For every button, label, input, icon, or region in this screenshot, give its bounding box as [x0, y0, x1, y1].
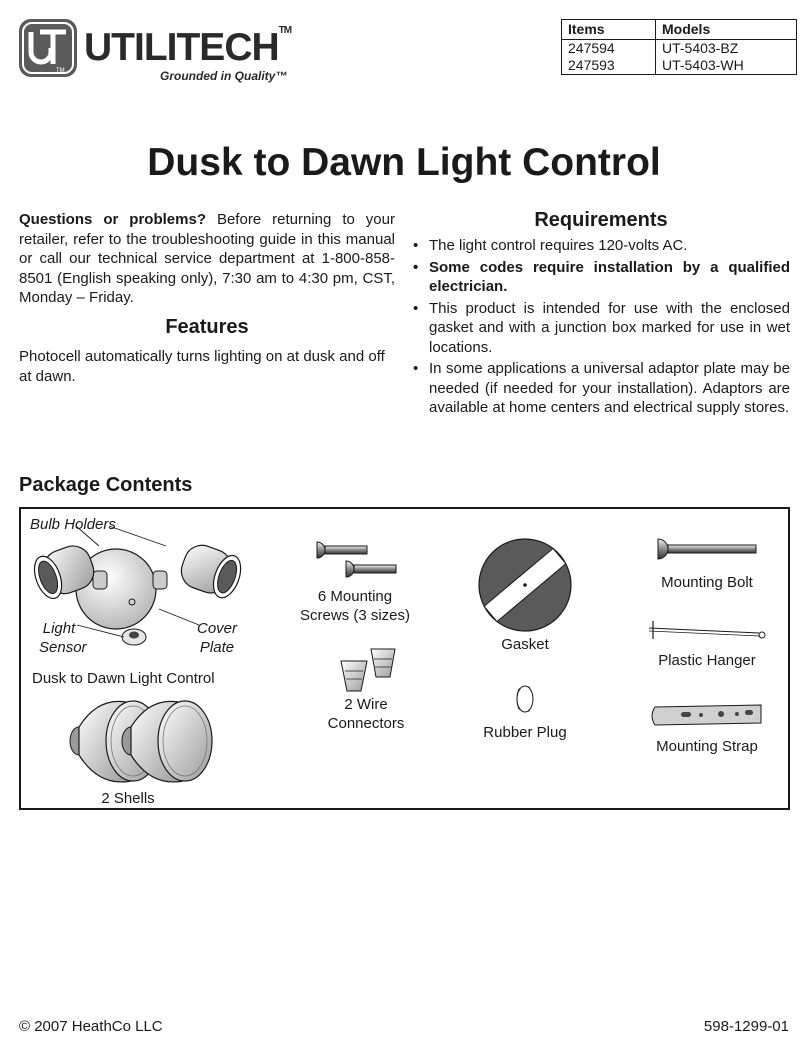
items-header: Items	[562, 20, 656, 40]
rubber-plug-label: Rubber Plug	[483, 724, 567, 741]
page-title: Dusk to Dawn Light Control	[147, 141, 661, 184]
list-item: • The light control requires 120-volts AC.	[412, 236, 790, 256]
wire-connectors-illustration	[341, 649, 395, 691]
table-row	[562, 57, 797, 75]
requirements-list	[412, 236, 790, 420]
screws-illustration	[317, 542, 396, 577]
svg-text:TM: TM	[56, 68, 65, 74]
gasket-illustration	[479, 539, 571, 631]
model-number: UT-5403-BZ	[656, 40, 797, 58]
light-control-label: Dusk to Dawn Light Control	[32, 670, 215, 687]
item-number: 247594	[562, 40, 656, 58]
features-text: Photocell automatically turns lighting on at dusk and off at dawn.	[19, 348, 385, 385]
gasket-label: Gasket	[501, 636, 549, 653]
package-contents-heading: Package Contents	[19, 474, 193, 496]
shells-illustration	[70, 701, 212, 782]
item-number: 247593	[562, 57, 656, 75]
table-row	[562, 40, 797, 58]
package-contents-box	[19, 507, 790, 810]
brand-tagline: Grounded in Quality™	[160, 69, 288, 83]
features-heading: Features	[165, 316, 249, 338]
requirements-heading: Requirements	[534, 209, 668, 231]
utilitech-logo-mark	[18, 18, 78, 78]
items-models-table	[561, 19, 797, 75]
plastic-hanger-label: Plastic Hanger	[658, 652, 756, 669]
questions-lead: Questions or problems?	[19, 211, 206, 228]
light-sensor-label: Light Sensor	[39, 620, 87, 656]
rubber-plug-illustration	[517, 686, 533, 712]
cover-plate-label: Cover Plate	[196, 620, 237, 656]
questions-paragraph	[19, 210, 395, 308]
brand-logo	[18, 16, 308, 82]
mounting-strap-illustration	[652, 705, 761, 725]
plastic-hanger-illustration	[649, 621, 765, 639]
list-item: • This product is intended for use with the enclosed gasket and with a junction box marked for use in wet locations.	[412, 299, 790, 358]
model-number: UT-5403-WH	[656, 57, 797, 75]
bulb-holders-label: Bulb Holders	[30, 516, 116, 533]
questions-text: Before returning to your retailer, refer to the troubleshooting guide in this manual or call our technical service department at 1-800-858-8501 (English speaking only), 7:30 am to 4:30 pm, CST, Monday – Friday.	[19, 211, 395, 306]
document-number: 598-1299-01	[703, 1018, 789, 1035]
mounting-strap-label: Mounting Strap	[656, 738, 758, 755]
copyright: © 2007 HeathCo LLC	[19, 1018, 163, 1035]
mounting-bolt-illustration	[658, 539, 756, 559]
wire-connectors-label: 2 Wire Connectors	[327, 696, 405, 732]
shells-label: 2 Shells	[101, 790, 155, 807]
list-item: • In some applications a universal adaptor plate may be needed (if needed for your installation). Adaptors are available at home centers and electrical supply stores.	[412, 359, 790, 418]
brand-name: UTILITECH™	[84, 25, 292, 69]
mounting-bolt-label: Mounting Bolt	[661, 574, 753, 591]
list-item: • Some codes require installation by a qualified electrician.	[412, 258, 790, 297]
screws-label: 6 Mounting Screws (3 sizes)	[299, 588, 411, 624]
models-header: Models	[656, 20, 797, 40]
